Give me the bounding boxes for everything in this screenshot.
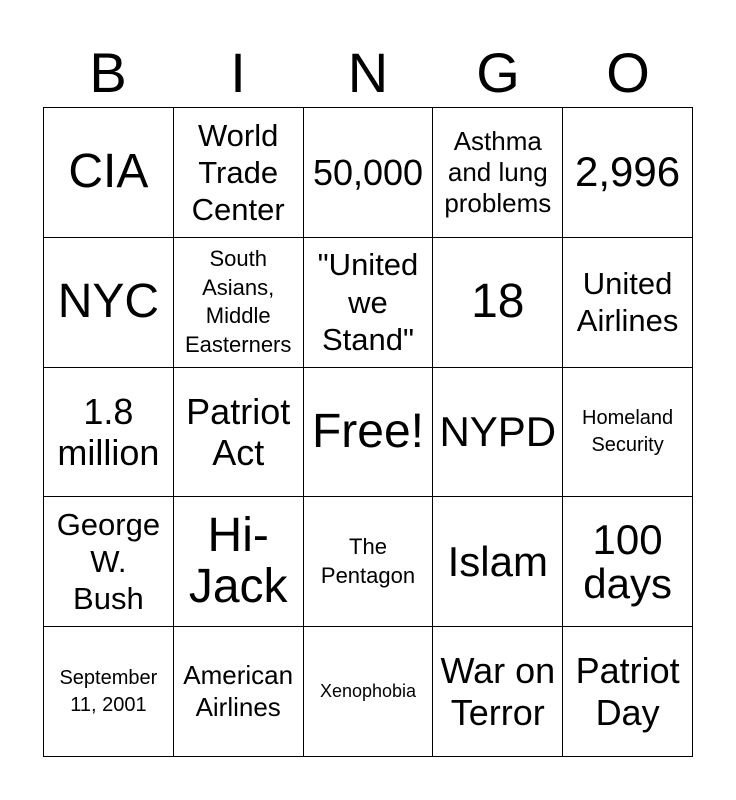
- bingo-cell[interactable]: Asthma and lung problems: [433, 108, 563, 238]
- bingo-cell[interactable]: Homeland Security: [563, 368, 693, 498]
- bingo-cell[interactable]: South Asians, Middle Easterners: [174, 238, 304, 368]
- bingo-header: [43, 40, 693, 106]
- bingo-cell[interactable]: 2,996: [563, 108, 693, 238]
- bingo-cell[interactable]: NYC: [44, 238, 174, 368]
- header-letter-g: G: [476, 41, 520, 104]
- header-letter-o: O: [606, 41, 650, 104]
- bingo-cell[interactable]: "United we Stand": [304, 238, 434, 368]
- bingo-board: [43, 107, 693, 757]
- bingo-cell[interactable]: Patriot Day: [563, 627, 693, 757]
- header-letter-n: N: [347, 41, 389, 104]
- bingo-cell free-space[interactable]: Free!: [304, 368, 434, 498]
- bingo-cell[interactable]: Patriot Act: [174, 368, 304, 498]
- bingo-cell[interactable]: United Airlines: [563, 238, 693, 368]
- bingo-cell[interactable]: George W. Bush: [44, 497, 174, 627]
- bingo-cell[interactable]: CIA: [44, 108, 174, 238]
- bingo-cell[interactable]: Hi- Jack: [174, 497, 304, 627]
- header-letter-i: I: [230, 41, 246, 104]
- bingo-cell[interactable]: World Trade Center: [174, 108, 304, 238]
- header-letter-b: B: [89, 41, 127, 104]
- bingo-cell[interactable]: American Airlines: [174, 627, 304, 757]
- bingo-cell[interactable]: Islam: [433, 497, 563, 627]
- bingo-cell[interactable]: September 11, 2001: [44, 627, 174, 757]
- bingo-cell[interactable]: Xenophobia: [304, 627, 434, 757]
- bingo-cell[interactable]: The Pentagon: [304, 497, 434, 627]
- bingo-cell[interactable]: 50,000: [304, 108, 434, 238]
- bingo-cell[interactable]: War on Terror: [433, 627, 563, 757]
- bingo-cell[interactable]: NYPD: [433, 368, 563, 498]
- bingo-cell[interactable]: 100 days: [563, 497, 693, 627]
- bingo-cell[interactable]: 1.8 million: [44, 368, 174, 498]
- bingo-cell[interactable]: 18: [433, 238, 563, 368]
